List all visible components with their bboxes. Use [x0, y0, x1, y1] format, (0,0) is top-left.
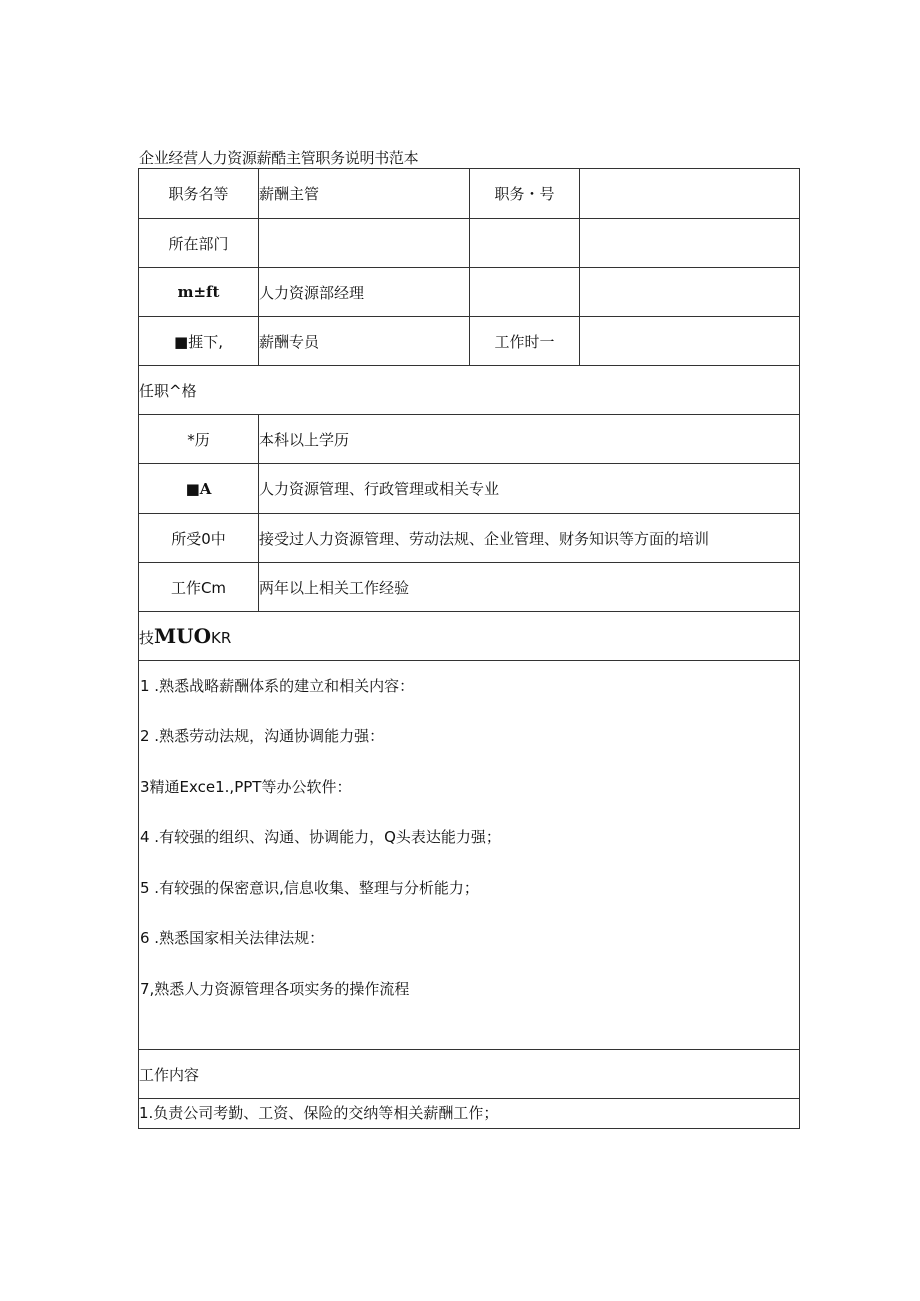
department-value: [259, 219, 470, 268]
superior-extra-value: [580, 268, 800, 317]
job-name-label: 职务名等: [139, 169, 259, 219]
experience-value: 两年以上相关工作经验: [259, 563, 800, 612]
skills-header-part-b: MUO: [154, 624, 212, 648]
skill-item-5: 5 .有较强的保密意识,信息收集、整理与分析能力；: [140, 878, 479, 897]
skill-item-6: 6 .熟悉国家相关法律法规：: [140, 929, 325, 947]
row-work-content-item: [139, 1099, 800, 1129]
work-content-item-1: 1.负责公司考勤、工资、保险的交纳等相关薪酬工作；: [139, 1099, 800, 1129]
skill-item-1: 1 .熟悉战略薪酬体系的建立和相关内容：: [140, 677, 415, 695]
row-experience: [139, 563, 800, 612]
department-extra-value: [580, 219, 800, 268]
work-time-label: 工作时一: [470, 317, 580, 366]
skill-item-2: 2 .熟悉劳动法规，沟通协调能力强：: [140, 727, 385, 745]
row-major: [139, 464, 800, 514]
major-value: 人力资源管理、行政管理或相关专业: [259, 464, 800, 514]
row-department: [139, 219, 800, 268]
skill-item-4: 4 .有较强的组织、沟通、协调能力，Q头表达能力强；: [140, 828, 501, 846]
row-qualifications-header: [139, 366, 800, 415]
row-superior: [139, 268, 800, 317]
job-number-value: [580, 169, 800, 219]
job-name-value: 薪酬主管: [259, 169, 470, 219]
row-training: [139, 514, 800, 563]
skills-header-part-a: 技: [139, 629, 155, 647]
subordinate-value: 薪酬专员: [259, 317, 470, 366]
education-value: 本科以上学历: [259, 415, 800, 464]
training-label: 所受0中: [139, 514, 259, 563]
row-work-content-header: [139, 1050, 800, 1099]
work-content-header: 工作内容: [139, 1050, 800, 1099]
department-extra-label: [470, 219, 580, 268]
major-label: ■A: [139, 464, 259, 514]
training-value: 接受过人力资源管理、劳动法规、企业管理、财务知识等方面的培训: [259, 514, 800, 563]
education-label: *历: [139, 415, 259, 464]
job-description-table: [138, 168, 800, 1129]
skills-header-part-c: KR: [211, 629, 232, 647]
superior-value: 人力资源部经理: [259, 268, 470, 317]
department-label: 所在部门: [139, 219, 259, 268]
row-education: [139, 415, 800, 464]
skill-item-7: 7,熟悉人力资源管理各项实务的操作流程: [140, 979, 410, 998]
subordinate-label: ■捱下,: [139, 317, 259, 366]
row-skills-header: [139, 612, 800, 661]
skill-item-3: 3精通Exce1.,PPT等办公软件：: [140, 777, 352, 796]
experience-label: 工作Cm: [139, 563, 259, 612]
qualifications-header: 任职^格: [139, 366, 800, 415]
superior-label: m±ft: [139, 268, 259, 317]
document-title: 企业经营人力资源薪酷主管职务说明书范本: [139, 149, 419, 167]
job-number-label: 职务・号: [470, 169, 580, 219]
superior-extra-label: [470, 268, 580, 317]
skills-list: [139, 661, 800, 1050]
row-job-name: [139, 169, 800, 219]
work-time-value: [580, 317, 800, 366]
row-subordinate: [139, 317, 800, 366]
skills-header: [139, 612, 800, 661]
row-skills-list: [139, 661, 800, 1050]
